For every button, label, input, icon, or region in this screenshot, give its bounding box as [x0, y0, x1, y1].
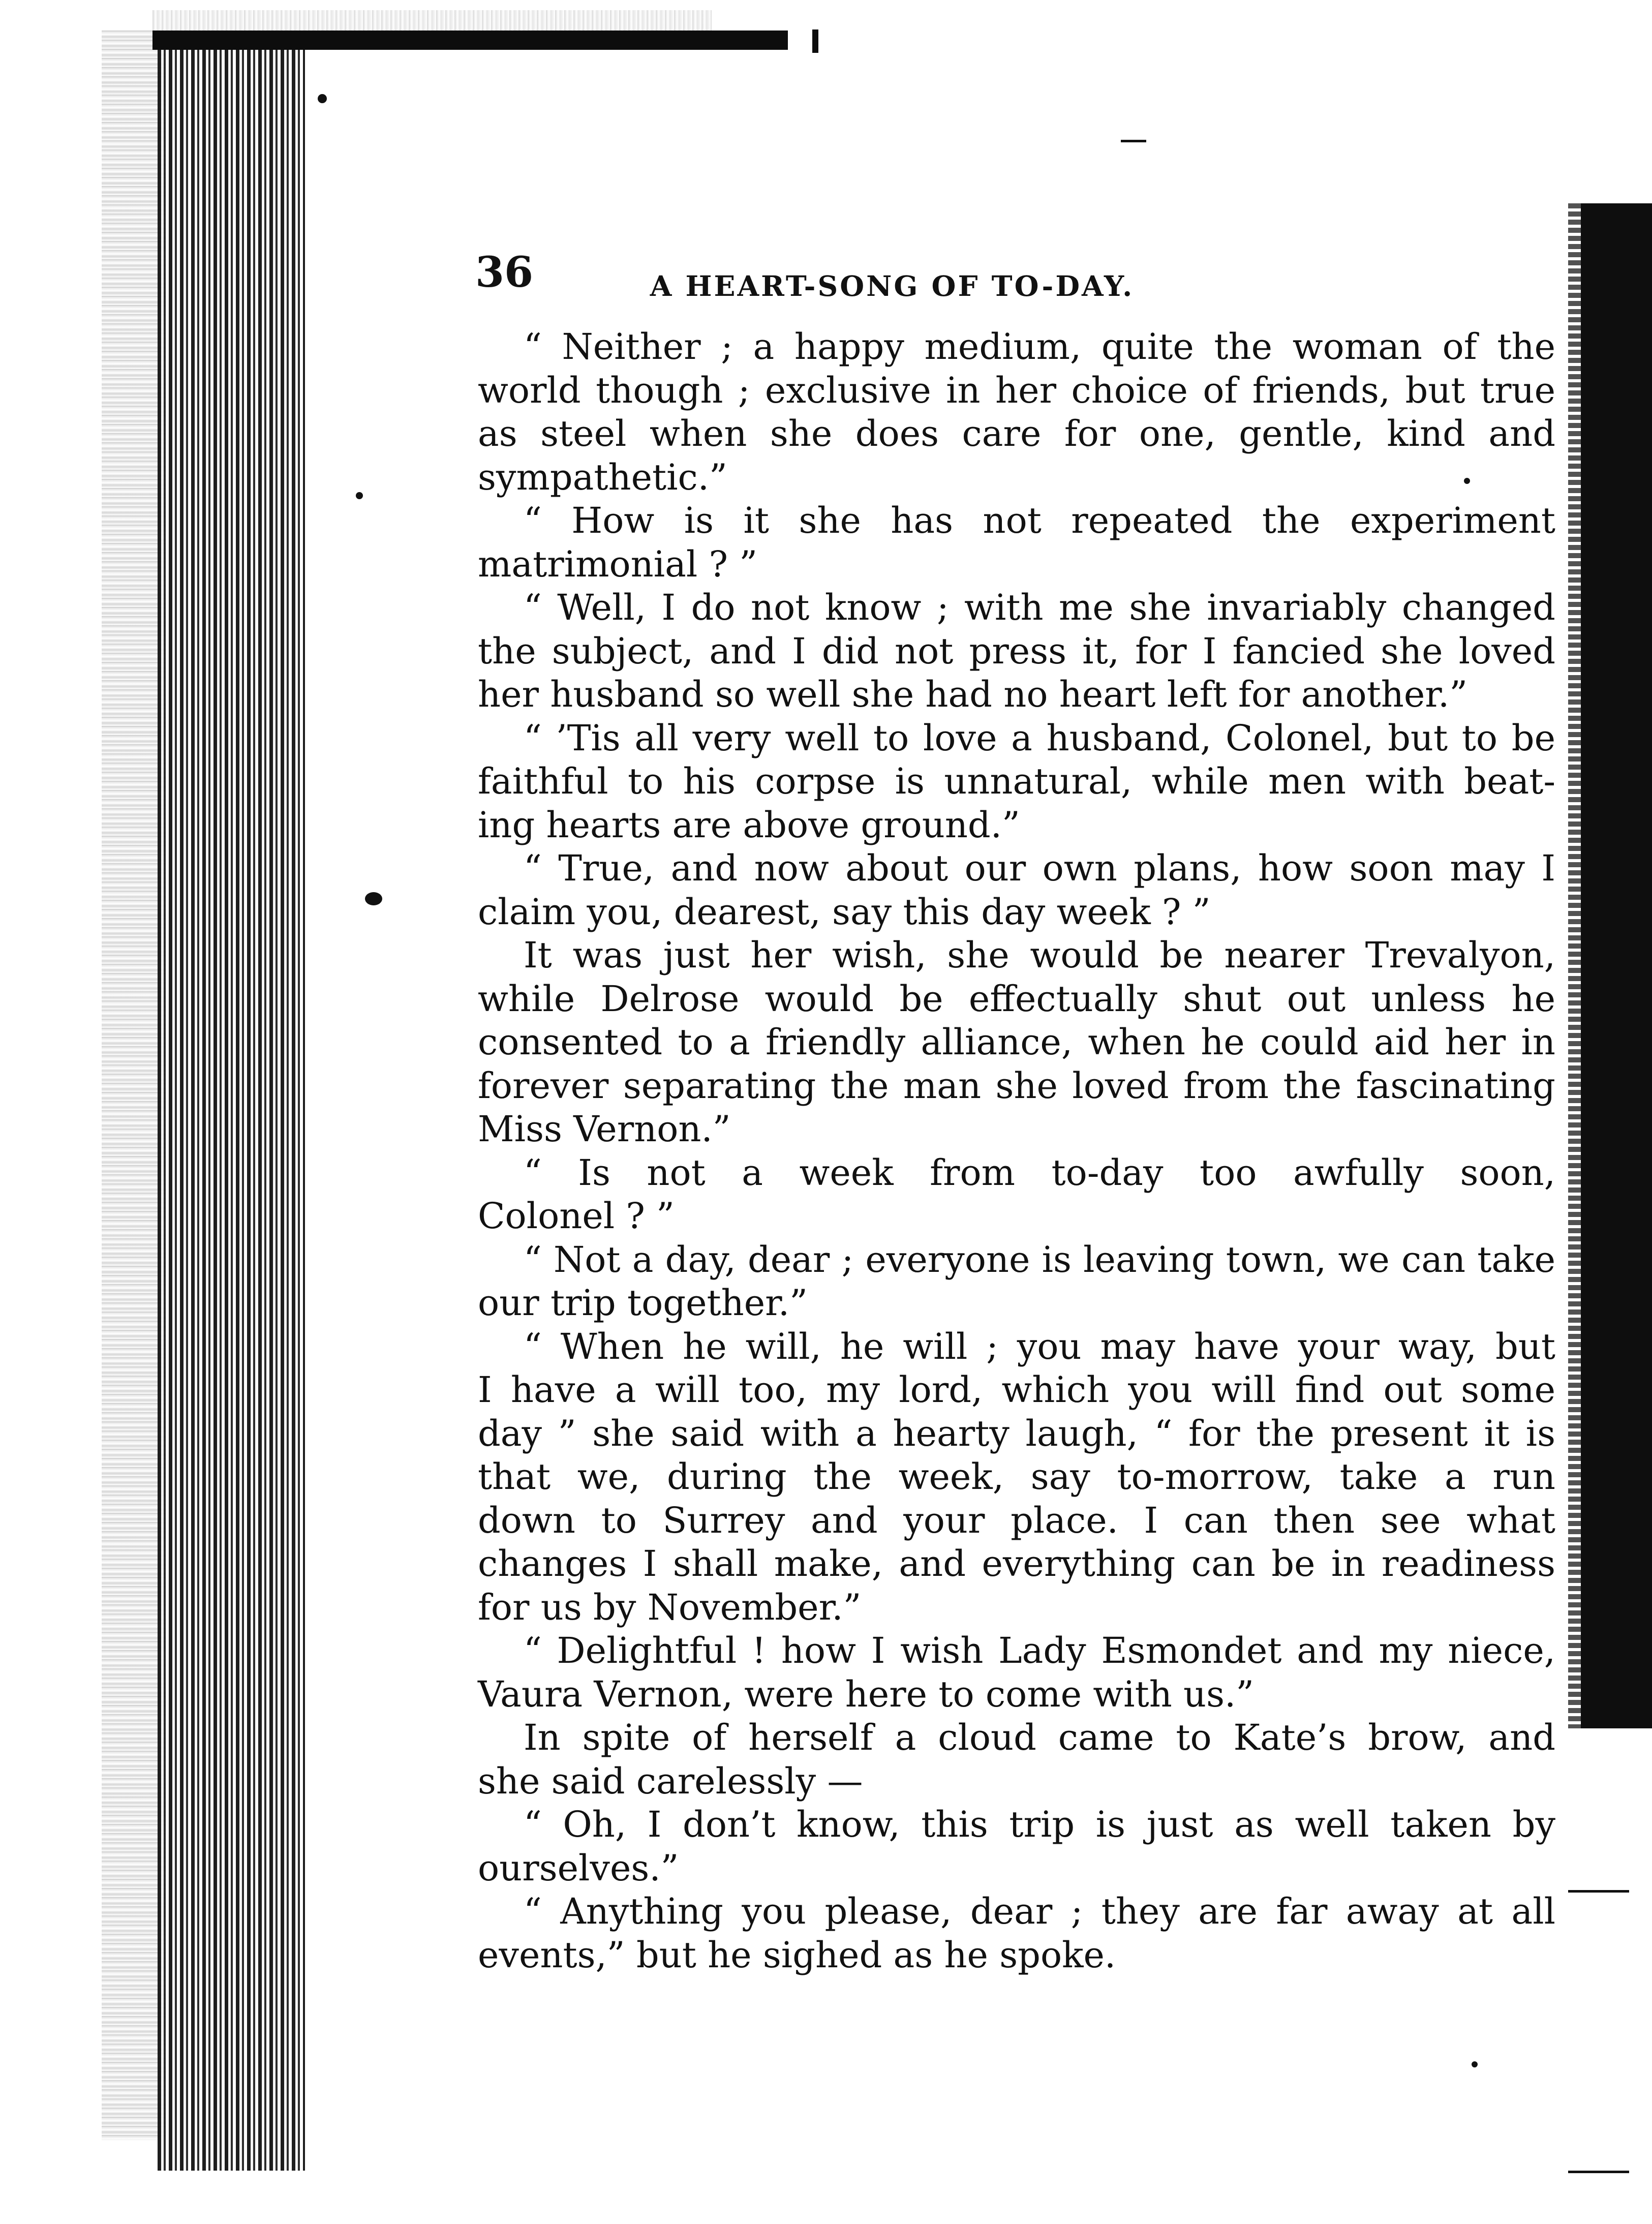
text-line: It was just her wish, she would be nearer Trevalyon,	[524, 934, 1555, 976]
text-line: Miss Vernon.”	[478, 1108, 731, 1150]
text-line: “ Is not a week from to-day too awfully soon,	[524, 1151, 1555, 1194]
text-line: Vaura Vernon, were here to come with us.”	[478, 1673, 1255, 1715]
text-line: her husband so well she had no heart left for another.”	[478, 674, 1468, 715]
text-line: down to Surrey and your place. I can then see what	[478, 1499, 1555, 1541]
text-line: she said carelessly —	[478, 1760, 863, 1802]
text-line: faithful to his corpse is unnatural, while men with beat-	[478, 760, 1555, 802]
text-line: our trip together.”	[478, 1282, 808, 1324]
text-line: “ Not a day, dear ; everyone is leaving town, we can take	[524, 1238, 1555, 1281]
scan-speck	[365, 892, 382, 905]
text-line: that we, during the week, say to-morrow, take a run	[478, 1456, 1555, 1498]
text-line: while Delrose would be effectually shut out unless he	[478, 978, 1555, 1020]
scan-top-tick	[812, 29, 818, 53]
text-line: I have a will too, my lord, which you will find out some	[478, 1369, 1555, 1411]
text-line: “ Oh, I don’t know, this trip is just as well taken by	[524, 1804, 1555, 1845]
scan-dash	[1568, 2171, 1629, 2173]
text-line: “ Anything you please, dear ; they are far away at all	[524, 1891, 1555, 1932]
text-line: “ Neither ; a happy medium, quite the woman of the	[524, 326, 1555, 368]
scan-dash	[1568, 1890, 1629, 1893]
text-line: “ ’Tis all very well to love a husband, Colonel, but to be	[524, 717, 1555, 759]
scan-speck	[1472, 2061, 1478, 2067]
text-line: ing hearts are above ground.”	[478, 804, 1020, 846]
text-line: forever separating the man she loved from the fascinating	[478, 1064, 1555, 1107]
text-line: In spite of herself a cloud came to Kate’s brow, and	[524, 1717, 1555, 1758]
scan-binding-edge	[158, 36, 305, 2171]
text-line: “ How is it she has not repeated the experiment	[524, 500, 1555, 541]
text-line: day ” she said with a hearty laugh, “ for the present it is	[478, 1412, 1555, 1454]
text-line: “ True, and now about our own plans, how soon may I	[524, 847, 1555, 889]
text-line: the subject, and I did not press it, for I fancied she loved	[478, 630, 1555, 672]
text-line: Colonel ? ”	[478, 1195, 675, 1237]
scan-top-noise	[152, 10, 712, 31]
scan-top-bar	[152, 31, 788, 50]
scan-speck	[356, 492, 363, 499]
text-line: as steel when she does care for one, gentle, kind and	[478, 413, 1555, 454]
text-line: “ Well, I do not know ; with me she invariably changed	[524, 587, 1555, 628]
text-line: sympathetic.”	[478, 456, 727, 498]
text-line: claim you, dearest, say this day week ? ”	[478, 891, 1211, 933]
text-line: world though ; exclusive in her choice of friends, but true	[478, 369, 1555, 411]
text-line: matrimonial ? ”	[478, 543, 758, 585]
text-line: “ When he will, he will ; you may have your way, but	[524, 1325, 1555, 1367]
page-number: 36	[475, 248, 534, 297]
scan-speck	[318, 94, 327, 103]
text-line: changes I shall make, and everything can be in readiness	[478, 1543, 1555, 1585]
scan-right-bar	[1581, 203, 1652, 1728]
running-title: A HEART-SONG OF TO-DAY.	[650, 269, 1135, 302]
scan-dash	[1121, 140, 1146, 142]
text-line: “ Delightful ! how I wish Lady Esmondet and my niece,	[524, 1630, 1555, 1671]
text-line: consented to a friendly alliance, when he could aid her in	[478, 1021, 1555, 1063]
text-line: ourselves.”	[478, 1847, 679, 1889]
scan-right-edge-noise	[1568, 203, 1581, 1728]
text-line: for us by November.”	[478, 1586, 862, 1628]
text-line: events,” but he sighed as he spoke.	[478, 1934, 1116, 1976]
body-text	[478, 325, 1555, 1977]
